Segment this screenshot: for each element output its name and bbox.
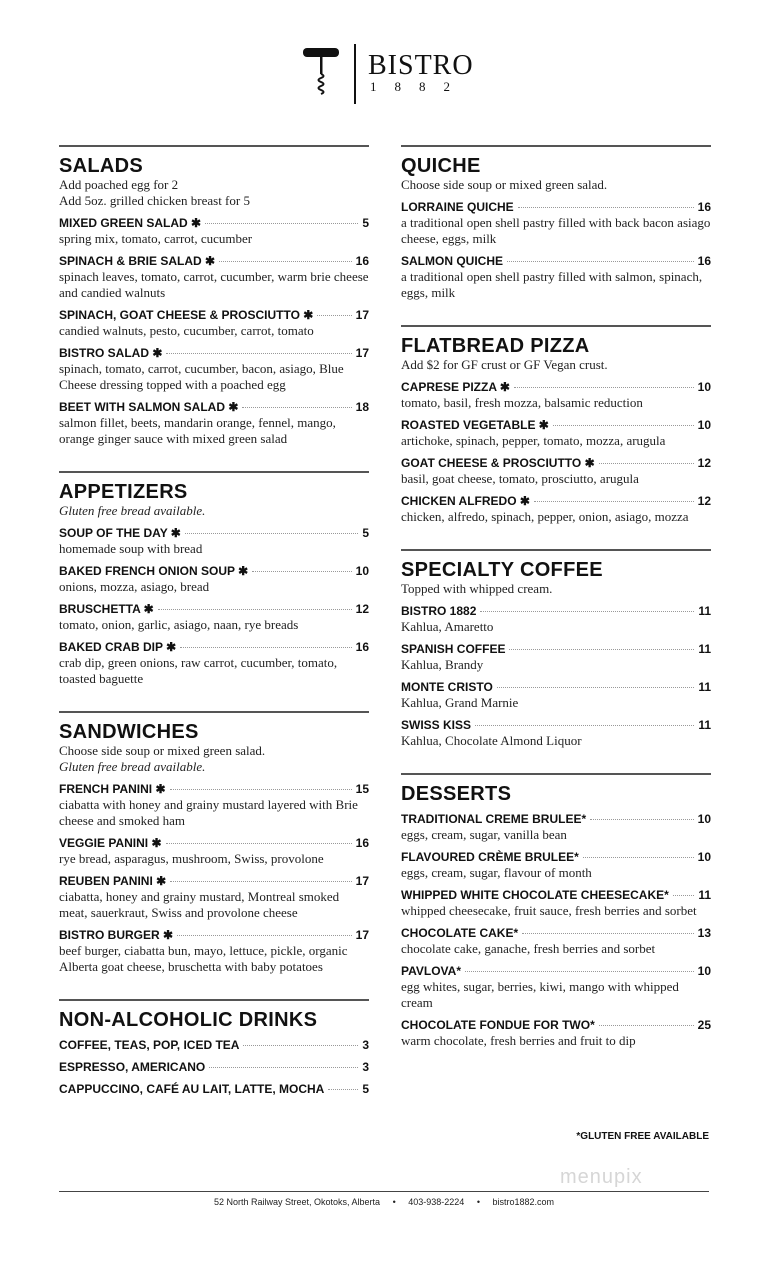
menu-item-name: BISTRO 1882 xyxy=(401,604,477,618)
menu-item-price: 5 xyxy=(362,526,369,540)
menu-item xyxy=(401,1017,711,1049)
menu-item-description: candied walnuts, pesto, cucumber, carrot, tomato xyxy=(59,323,314,338)
menu-item-name: SALMON QUICHE xyxy=(401,254,503,268)
menu-section xyxy=(59,999,369,1097)
menu-item-header xyxy=(401,641,711,657)
menu-item-price: 18 xyxy=(355,400,369,414)
menu-item-description: a traditional open shell pastry filled with back bacon asiago cheese, eggs, milk xyxy=(401,215,711,246)
menu-item-name: ROASTED VEGETABLE ✱ xyxy=(401,418,549,432)
footer-divider xyxy=(59,1191,709,1192)
menu-item-price: 12 xyxy=(697,456,711,470)
menu-item-description: artichoke, spinach, pepper, tomato, mozza, arugula xyxy=(401,433,666,448)
menu-item-description: homemade soup with bread xyxy=(59,541,203,556)
menu-item-header xyxy=(401,849,711,865)
menu-item-header xyxy=(401,253,711,269)
dot-leader xyxy=(158,609,352,610)
menu-item-header xyxy=(59,253,369,269)
brand-year: 1882 xyxy=(370,79,468,94)
footer-phone[interactable]: 403-938-2224 xyxy=(408,1197,465,1207)
dot-leader xyxy=(599,1025,694,1026)
menu-item-description: chocolate cake, ganache, fresh berries and sorbet xyxy=(401,941,656,956)
menu-item-header xyxy=(401,455,711,471)
menu-item-price: 16 xyxy=(697,254,711,268)
menu-item-price: 16 xyxy=(355,640,369,654)
menu-item-header xyxy=(401,887,711,903)
menu-item-header xyxy=(401,603,711,619)
footer-website[interactable]: bistro1882.com xyxy=(492,1197,555,1207)
menu-item-description: tomato, basil, fresh mozza, balsamic reduction xyxy=(401,395,643,410)
dot-leader xyxy=(170,789,352,790)
corkscrew-icon xyxy=(302,46,342,98)
gluten-free-note: *GLUTEN FREE AVAILABLE xyxy=(576,1131,709,1142)
menu-item-description: onions, mozza, asiago, bread xyxy=(59,579,210,594)
menu-item-name: CHOCOLATE CAKE* xyxy=(401,926,519,940)
menu-item-price: 10 xyxy=(697,812,711,826)
menu-item xyxy=(59,1059,369,1075)
menu-item xyxy=(401,417,711,449)
menu-item-price: 25 xyxy=(697,1018,711,1032)
menu-item-price: 12 xyxy=(355,602,369,616)
menu-item xyxy=(59,835,369,867)
menu-item-description: chicken, alfredo, spinach, pepper, onion, asiago, mozza xyxy=(401,509,689,524)
dot-leader xyxy=(522,933,694,934)
menu-item-price: 11 xyxy=(698,888,711,902)
section-title: APPETIZERS xyxy=(59,481,188,503)
menu-item-header xyxy=(401,717,711,733)
menu-item xyxy=(401,641,711,673)
menu-item-price: 17 xyxy=(355,928,369,942)
menu-item-description: Kahlua, Brandy xyxy=(401,657,484,672)
menu-item-header xyxy=(59,639,369,655)
dot-leader xyxy=(553,425,694,426)
menu-item xyxy=(401,455,711,487)
dot-leader xyxy=(180,647,351,648)
menu-item xyxy=(401,811,711,843)
right-column xyxy=(401,145,711,1073)
menu-section xyxy=(401,773,711,1049)
dot-leader xyxy=(475,725,694,726)
menu-item-name: TRADITIONAL CREME BRULEE* xyxy=(401,812,587,826)
menu-item-price: 12 xyxy=(697,494,711,508)
dot-leader xyxy=(328,1089,358,1090)
menu-item-header xyxy=(59,525,369,541)
menu-item-name: CHOCOLATE FONDUE FOR TWO* xyxy=(401,1018,595,1032)
menu-item-price: 3 xyxy=(362,1060,369,1074)
section-title: SALADS xyxy=(59,155,144,177)
watermark: menupix xyxy=(560,1166,643,1188)
footer-separator: • xyxy=(476,1197,480,1207)
menu-item-header xyxy=(59,307,369,323)
menu-item xyxy=(401,887,711,919)
menu-item-description: eggs, cream, sugar, vanilla bean xyxy=(401,827,567,842)
dot-leader xyxy=(219,261,352,262)
menu-item-header xyxy=(59,835,369,851)
section-title: SPECIALTY COFFEE xyxy=(401,559,603,581)
menu-item-name: PAVLOVA* xyxy=(401,964,462,978)
menu-section xyxy=(59,711,369,975)
menu-item-price: 10 xyxy=(697,850,711,864)
menu-item-header xyxy=(401,199,711,215)
menu-item-header xyxy=(59,873,369,889)
menu-item xyxy=(401,493,711,525)
menu-item-description: basil, goat cheese, tomato, prosciutto, arugula xyxy=(401,471,639,486)
menu-item xyxy=(59,927,369,975)
menu-item-price: 17 xyxy=(355,308,369,322)
menu-item-description: rye bread, asparagus, mushroom, Swiss, provolone xyxy=(59,851,324,866)
menu-item xyxy=(401,379,711,411)
logo-divider xyxy=(354,44,356,104)
menu-item-name: BAKED CRAB DIP ✱ xyxy=(59,640,177,654)
menu-item xyxy=(59,253,369,301)
dot-leader xyxy=(507,261,694,262)
section-title: SANDWICHES xyxy=(59,721,199,743)
menu-item xyxy=(401,199,711,247)
menu-item-name: SPINACH, GOAT CHEESE & PROSCIUTTO ✱ xyxy=(59,308,314,322)
menu-section xyxy=(401,145,711,301)
menu-item-price: 11 xyxy=(698,604,711,618)
menu-item-name: SPANISH COFFEE xyxy=(401,642,506,656)
menu-item-price: 10 xyxy=(355,564,369,578)
menu-section xyxy=(59,471,369,687)
menu-item-description: tomato, onion, garlic, asiago, naan, rye breads xyxy=(59,617,299,632)
menu-item-name: SPINACH & BRIE SALAD ✱ xyxy=(59,254,216,268)
menu-item-header xyxy=(401,925,711,941)
section-note: Choose side soup or mixed green salad. xyxy=(59,743,266,758)
section-notes xyxy=(401,581,711,597)
menu-item xyxy=(59,601,369,633)
section-note: Topped with whipped cream. xyxy=(401,581,553,596)
section-title: DESSERTS xyxy=(401,783,512,805)
section-notes xyxy=(59,503,369,519)
menu-item-header xyxy=(59,927,369,943)
menu-item-header xyxy=(59,1081,369,1097)
menu-item-header xyxy=(59,781,369,797)
menu-item-name: SWISS KISS xyxy=(401,718,472,732)
dot-leader xyxy=(518,207,694,208)
menu-item-header xyxy=(401,963,711,979)
menu-item-name: LORRAINE QUICHE xyxy=(401,200,514,214)
menu-item-header xyxy=(59,399,369,415)
menu-item-header xyxy=(59,1037,369,1053)
menu-item-name: MONTE CRISTO xyxy=(401,680,493,694)
menu-item xyxy=(59,563,369,595)
menu-item xyxy=(401,849,711,881)
section-title: QUICHE xyxy=(401,155,481,177)
menu-item-name: VEGGIE PANINI ✱ xyxy=(59,836,162,850)
section-note: Gluten free bread available. xyxy=(59,759,206,774)
brand-name: BISTRO xyxy=(368,50,474,81)
footer-separator: • xyxy=(392,1197,396,1207)
menu-item xyxy=(401,253,711,301)
menu-item xyxy=(59,639,369,687)
dot-leader xyxy=(242,407,351,408)
footer xyxy=(59,1197,709,1207)
menu-item-price: 16 xyxy=(355,254,369,268)
menu-item-header xyxy=(59,601,369,617)
menu-item-description: beef burger, ciabatta bun, mayo, lettuce, pickle, organic Alberta goat cheese, bruschetta with baby potatoes xyxy=(59,943,348,974)
menu-item-name: FRENCH PANINI ✱ xyxy=(59,782,166,796)
dot-leader xyxy=(599,463,694,464)
menu-item-name: MIXED GREEN SALAD ✱ xyxy=(59,216,202,230)
menu-item-header xyxy=(59,345,369,361)
dot-leader xyxy=(205,223,358,224)
menu-item-price: 5 xyxy=(362,1082,369,1096)
menu-item-header xyxy=(59,215,369,231)
menu-item xyxy=(59,525,369,557)
menu-item-header xyxy=(401,1017,711,1033)
dot-leader xyxy=(673,895,695,896)
brand-logo xyxy=(296,42,496,106)
menu-item-description: Kahlua, Amaretto xyxy=(401,619,494,634)
left-column xyxy=(59,145,369,1121)
menu-item-description: ciabatta with honey and grainy mustard layered with Brie cheese and smoked ham xyxy=(59,797,358,828)
menu-item-header xyxy=(401,379,711,395)
menu-item xyxy=(401,717,711,749)
menu-item-description: warm chocolate, fresh berries and fruit to dip xyxy=(401,1033,636,1048)
dot-leader xyxy=(209,1067,358,1068)
menu-item-name: GOAT CHEESE & PROSCIUTTO ✱ xyxy=(401,456,595,470)
menu-item-description: crab dip, green onions, raw carrot, cucumber, tomato, toasted baguette xyxy=(59,655,338,686)
menu-item xyxy=(401,963,711,1011)
menu-item-price: 15 xyxy=(355,782,369,796)
menu-item-description: whipped cheesecake, fruit sauce, fresh berries and sorbet xyxy=(401,903,697,918)
menu-section xyxy=(59,145,369,447)
dot-leader xyxy=(534,501,694,502)
menu-section xyxy=(401,325,711,525)
dot-leader xyxy=(243,1045,358,1046)
menu-item-price: 13 xyxy=(697,926,711,940)
menu-item xyxy=(401,679,711,711)
menu-item-description: ciabatta, honey and grainy mustard, Montreal smoked meat, sauerkraut, Swiss and provolone cheese xyxy=(59,889,340,920)
section-notes xyxy=(401,357,711,373)
menu-item-description: a traditional open shell pastry filled with salmon, spinach, eggs, milk xyxy=(401,269,703,300)
menu-item-name: ESPRESSO, AMERICANO xyxy=(59,1060,206,1074)
dot-leader xyxy=(465,971,694,972)
menu-item-price: 16 xyxy=(355,836,369,850)
menu-item xyxy=(401,925,711,957)
menu-item-name: SOUP OF THE DAY ✱ xyxy=(59,526,181,540)
menu-item xyxy=(59,873,369,921)
menu-item-header xyxy=(401,493,711,509)
menu-item-header xyxy=(401,811,711,827)
menu-item-price: 11 xyxy=(698,642,711,656)
dot-leader xyxy=(583,857,694,858)
menu-item-name: BISTRO SALAD ✱ xyxy=(59,346,163,360)
menu-item-header xyxy=(59,1059,369,1075)
menu-item xyxy=(59,1081,369,1097)
menu-item xyxy=(59,399,369,447)
dot-leader xyxy=(166,353,351,354)
dot-leader xyxy=(317,315,351,316)
menu-item-price: 5 xyxy=(362,216,369,230)
menu-item-header xyxy=(401,417,711,433)
section-note: Add $2 for GF crust or GF Vegan crust. xyxy=(401,357,608,372)
menu-item-name: BAKED FRENCH ONION SOUP ✱ xyxy=(59,564,249,578)
menu-item-description: Kahlua, Chocolate Almond Liquor xyxy=(401,733,582,748)
menu-item-price: 17 xyxy=(355,346,369,360)
menu-item xyxy=(59,215,369,247)
menu-item-header xyxy=(59,563,369,579)
section-notes xyxy=(59,177,369,209)
dot-leader xyxy=(170,881,351,882)
menu-item xyxy=(59,345,369,393)
menu-item-name: COFFEE, TEAS, POP, ICED TEA xyxy=(59,1038,240,1052)
menu-item-description: spinach, tomato, carrot, cucumber, bacon, asiago, Blue Cheese dressing topped with a poached egg xyxy=(59,361,344,392)
menu-item-description: spring mix, tomato, carrot, cucumber xyxy=(59,231,253,246)
section-note: Choose side soup or mixed green salad. xyxy=(401,177,608,192)
menu-item-description: spinach leaves, tomato, carrot, cucumber, warm brie cheese and candied walnuts xyxy=(59,269,369,300)
menu-item-name: BISTRO BURGER ✱ xyxy=(59,928,174,942)
section-title: NON-ALCOHOLIC DRINKS xyxy=(59,1009,318,1031)
menu-item-description: salmon fillet, beets, mandarin orange, fennel, mango, orange ginger sauce with mixed green salad xyxy=(59,415,336,446)
menu-item-name: CHICKEN ALFREDO ✱ xyxy=(401,494,530,508)
menu-item-name: WHIPPED WHITE CHOCOLATE CHEESECAKE* xyxy=(401,888,669,902)
menu-item-description: Kahlua, Grand Marnie xyxy=(401,695,519,710)
menu-item-price: 10 xyxy=(697,380,711,394)
menu-item-description: egg whites, sugar, berries, kiwi, mango with whipped cream xyxy=(401,979,679,1010)
section-notes xyxy=(401,177,711,193)
menu-item-name: BRUSCHETTA ✱ xyxy=(59,602,154,616)
dot-leader xyxy=(185,533,358,534)
menu-item-price: 17 xyxy=(355,874,369,888)
menu-item-price: 3 xyxy=(362,1038,369,1052)
menu-item-name: CAPPUCCINO, CAFÉ AU LAIT, LATTE, MOCHA xyxy=(59,1082,325,1096)
footer-address: 52 North Railway Street, Okotoks, Alberta xyxy=(213,1197,381,1207)
menu-item-description: eggs, cream, sugar, flavour of month xyxy=(401,865,592,880)
menu-item-header xyxy=(401,679,711,695)
menu-item xyxy=(401,603,711,635)
menu-item xyxy=(59,781,369,829)
menu-item-price: 16 xyxy=(697,200,711,214)
section-note: Add 5oz. grilled chicken breast for 5 xyxy=(59,193,250,208)
dot-leader xyxy=(480,611,694,612)
menu-item-name: CAPRESE PIZZA ✱ xyxy=(401,380,510,394)
menu-item-name: FLAVOURED CRÈME BRULEE* xyxy=(401,850,579,864)
dot-leader xyxy=(509,649,694,650)
dot-leader xyxy=(514,387,694,388)
menu-item-price: 10 xyxy=(697,418,711,432)
section-note: Gluten free bread available. xyxy=(59,503,206,518)
dot-leader xyxy=(166,843,352,844)
menu-item-price: 11 xyxy=(698,680,711,694)
menu-item-price: 10 xyxy=(697,964,711,978)
section-title: FLATBREAD PIZZA xyxy=(401,335,590,357)
dot-leader xyxy=(497,687,695,688)
menu-item xyxy=(59,1037,369,1053)
menu-item-name: REUBEN PANINI ✱ xyxy=(59,874,167,888)
dot-leader xyxy=(590,819,694,820)
section-notes xyxy=(59,743,369,775)
menu-item xyxy=(59,307,369,339)
dot-leader xyxy=(177,935,352,936)
menu-section xyxy=(401,549,711,749)
dot-leader xyxy=(252,571,351,572)
menu-item-name: BEET WITH SALMON SALAD ✱ xyxy=(59,400,239,414)
menu-item-price: 11 xyxy=(698,718,711,732)
section-note: Add poached egg for 2 xyxy=(59,177,179,192)
